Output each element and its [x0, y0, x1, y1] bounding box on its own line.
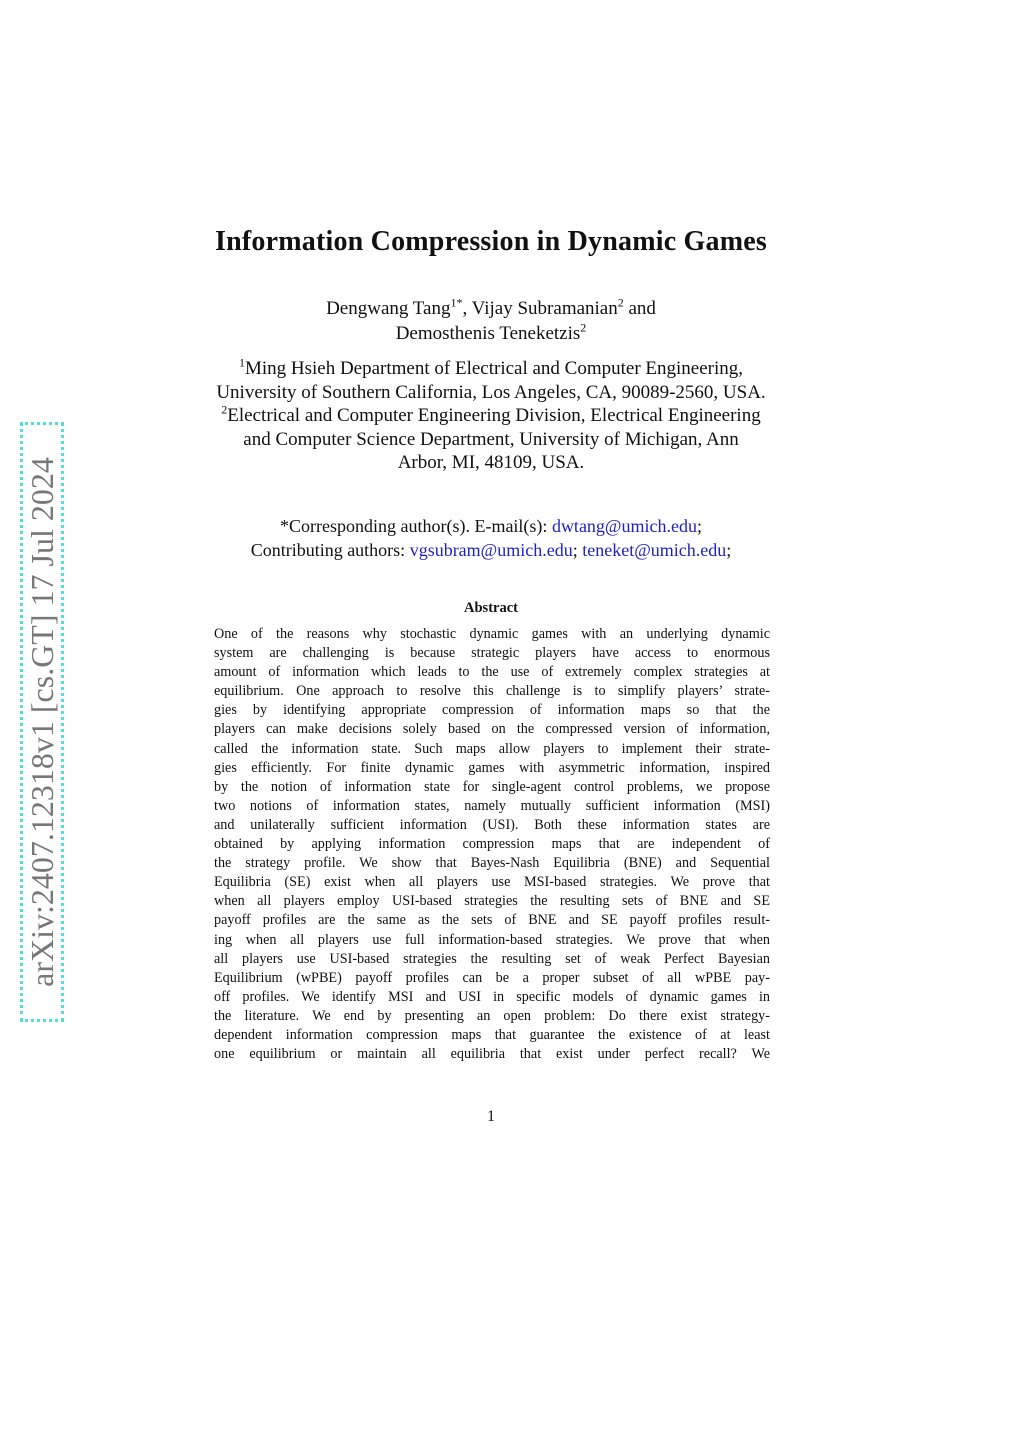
abstract-line: one equilibrium or maintain all equilibria that exist under perfect recall? We	[214, 1046, 770, 1063]
abstract-body	[214, 625, 770, 1064]
corresponding-label: *Corresponding author(s). E-mail(s):	[279, 516, 552, 536]
abstract-line: amount of information which leads to the use of extremely complex strategies at	[214, 664, 770, 681]
arxiv-stamp	[20, 422, 64, 1022]
author-affiliation-mark: 1*	[450, 295, 463, 310]
contributing-line	[0, 538, 982, 562]
abstract-line: ing when all players use full information-based strategies. We prove that when	[214, 931, 770, 948]
abstract-line: system are challenging is because strategic players have access to enormous	[214, 645, 770, 662]
paper-title: Information Compression in Dynamic Games	[215, 226, 767, 257]
abstract-line: dependent information compression maps that guarantee the existence of at least	[214, 1026, 770, 1043]
affiliation-mark: 2	[221, 402, 228, 417]
abstract-line: called the information state. Such maps allow players to implement their strate-	[214, 740, 770, 757]
abstract-line: One of the reasons why stochastic dynamic games with an underlying dynamic	[214, 626, 770, 642]
affiliation-line	[0, 357, 982, 381]
abstract-line: players can make decisions solely based on the compressed version of information,	[214, 721, 770, 738]
author-list	[0, 296, 982, 346]
abstract-line: payoff profiles are the same as the sets of BNE and SE payoff profiles result-	[214, 912, 770, 929]
email-link[interactable]: teneket@umich.edu	[582, 540, 727, 560]
author-name: Vijay Subramanian	[471, 298, 618, 319]
abstract-line: obtained by applying information compression maps that are independent of	[214, 836, 770, 853]
author-line-2	[0, 321, 982, 346]
contributing-label: Contributing authors:	[250, 540, 410, 560]
separator: ;	[696, 516, 702, 536]
abstract-heading: Abstract	[464, 600, 518, 616]
author-affiliation-mark: 2	[617, 295, 624, 310]
abstract-line: gies by identifying appropriate compression of information maps so that the	[214, 702, 770, 719]
abstract-line: two notions of information states, namely mutually sufficient information (MSI)	[214, 797, 770, 814]
author-separator: ,	[462, 298, 472, 319]
affiliation-line: University of Southern California, Los Angeles, CA, 90089-2560, USA.	[216, 381, 766, 403]
abstract-line: the literature. We end by presenting an open problem: Do there exist strategy-	[214, 1007, 770, 1024]
affiliation-mark: 1	[238, 355, 245, 370]
author-affiliation-mark: 2	[580, 320, 587, 335]
affiliation-line	[0, 404, 982, 428]
author-line-1	[0, 296, 982, 321]
corresponding-authors	[0, 514, 982, 562]
abstract-line: equilibrium. One approach to resolve this challenge is to simplify players’ strate-	[214, 683, 770, 700]
affiliation-line: and Computer Science Department, University of Michigan, Ann	[243, 428, 739, 450]
affiliation-text: Ming Hsieh Department of Electrical and Computer Engineering,	[244, 358, 744, 379]
corresponding-line	[0, 514, 982, 538]
affiliations	[0, 357, 982, 475]
email-link[interactable]: dwtang@umich.edu	[551, 516, 697, 536]
author-name: Demosthenis Teneketzis	[395, 323, 581, 344]
abstract-line: Equilibria (SE) exist when all players use MSI-based strategies. We prove that	[214, 874, 770, 891]
abstract-line: all players use USI-based strategies the resulting set of weak Perfect Bayesian	[214, 950, 770, 967]
arxiv-identifier: arXiv:2407.12318v1 [cs.GT] 17 Jul 2024	[24, 457, 60, 987]
author-name: Dengwang Tang	[326, 298, 451, 319]
abstract-line: when all players employ USI-based strategies the resulting sets of BNE and SE	[214, 893, 770, 910]
abstract-line: the strategy profile. We show that Bayes-Nash Equilibria (BNE) and Sequential	[214, 855, 770, 872]
abstract-line: off profiles. We identify MSI and USI in specific models of dynamic games in	[214, 988, 770, 1005]
affiliation-text: Electrical and Computer Engineering Division, Electrical Engineering	[227, 405, 761, 426]
abstract-line: Equilibrium (wPBE) payoff profiles can be a proper subset of all wPBE pay-	[214, 969, 770, 986]
affiliation-line: Arbor, MI, 48109, USA.	[397, 452, 585, 473]
page-number: 1	[487, 1108, 495, 1125]
abstract-line: gies efficiently. For finite dynamic games with asymmetric information, inspired	[214, 759, 770, 776]
email-link[interactable]: vgsubram@umich.edu	[409, 540, 573, 560]
abstract-line: by the notion of information state for single-agent control problems, we propose	[214, 778, 770, 795]
separator: ;	[726, 540, 732, 560]
abstract-line: and unilaterally sufficient information (USI). Both these information states are	[214, 816, 770, 833]
author-conjunction: and	[623, 298, 656, 319]
separator: ;	[572, 540, 583, 560]
